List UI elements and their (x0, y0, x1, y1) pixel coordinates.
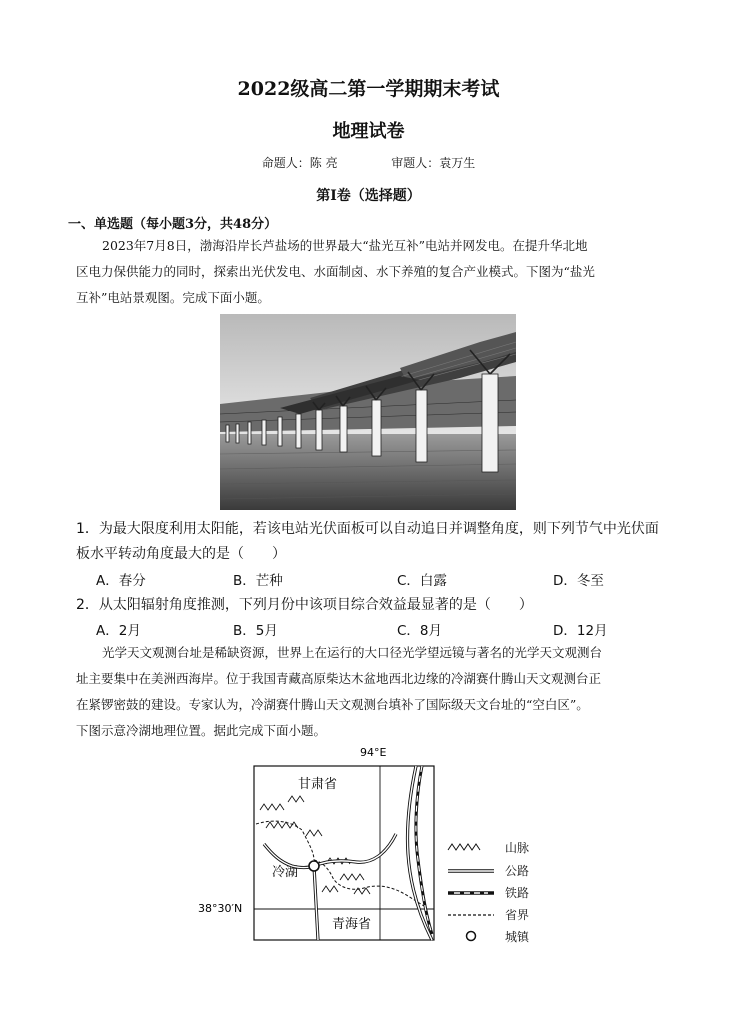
legend-railway-label: 铁路 (505, 886, 530, 900)
passage-2 (76, 640, 676, 744)
passage-1 (76, 233, 676, 311)
passage-line: 2023年7月8日，渤海沿岸长芦盐场的世界最大“盐光互补”电站并网发电。在提升华北地 (102, 238, 588, 253)
section-title: 一、单选题（每小题3分，共48分） (68, 217, 278, 232)
part-title: 第Ⅰ卷（选择题） (316, 188, 421, 204)
legend-mountain-label: 山脉 (505, 841, 530, 855)
passage-line: 互补”电站景观图。完成下面小题。 (76, 290, 270, 305)
question-1-stem (76, 517, 659, 567)
question-2-stem: 2．从太阳辐射角度推测，下列月份中该项目综合效益最显著的是（ ） (76, 597, 533, 613)
qinghai-label: 青海省 (332, 917, 372, 932)
q2-option-d[interactable]: D．12月 (553, 623, 608, 639)
author-label: 命题人：陈 亮 (261, 156, 338, 170)
passage-line: 区电力保供能力的同时，探索出光伏发电、水面制卤、水下养殖的复合产业模式。下图为“盐光 (76, 264, 595, 279)
q2-option-a[interactable]: A．2月 (96, 623, 141, 639)
exam-subject: 地理试卷 (332, 121, 405, 142)
passage-line: 在紧锣密鼓的建设。专家认为，冷湖赛什腾山天文观测台填补了国际级天文台址的“空白区”。 (76, 697, 589, 712)
q2-option-b[interactable]: B．5月 (233, 623, 278, 639)
legend-town-label: 城镇 (505, 930, 530, 944)
question-line: 板水平转动角度最大的是（ ） (76, 546, 286, 562)
q1-option-d[interactable]: D．冬至 (553, 573, 604, 589)
solar-station-photo (220, 314, 516, 510)
latitude-label: 38°30′N (198, 902, 243, 915)
legend-road-label: 公路 (505, 864, 530, 878)
q1-option-b[interactable]: B．芒种 (233, 573, 283, 589)
passage-line: 址主要集中在美洲西海岸。位于我国青藏高原柴达木盆地西北边缘的冷湖赛什腾山天文观测台正 (76, 671, 602, 686)
passage-line: 光学天文观测台址是稀缺资源，世界上在运行的大口径光学望远镜与著名的光学天文观测台 (102, 645, 603, 660)
gansu-label: 甘肃省 (298, 777, 338, 792)
q2-option-c[interactable]: C．8月 (397, 623, 443, 639)
q1-option-c[interactable]: C．白露 (397, 573, 447, 589)
legend-boundary-label: 省界 (505, 908, 530, 922)
reviewer-label: 审题人：袁万生 (391, 156, 476, 170)
exam-authors (0, 154, 737, 171)
exam-title: 2022级高二第一学期期末考试 (237, 78, 500, 100)
passage-line: 下图示意冷湖地理位置。据此完成下面小题。 (76, 723, 327, 738)
longitude-label: 94°E (360, 746, 387, 759)
question-line: 1．为最大限度利用太阳能，若该电站光伏面板可以自动追日并调整角度，则下列节气中光伏面 (76, 521, 659, 537)
town-symbol (309, 861, 319, 871)
lenghu-label: 冷湖 (272, 865, 299, 880)
map-legend-symbols (446, 838, 500, 948)
q1-option-a[interactable]: A．春分 (96, 573, 146, 589)
